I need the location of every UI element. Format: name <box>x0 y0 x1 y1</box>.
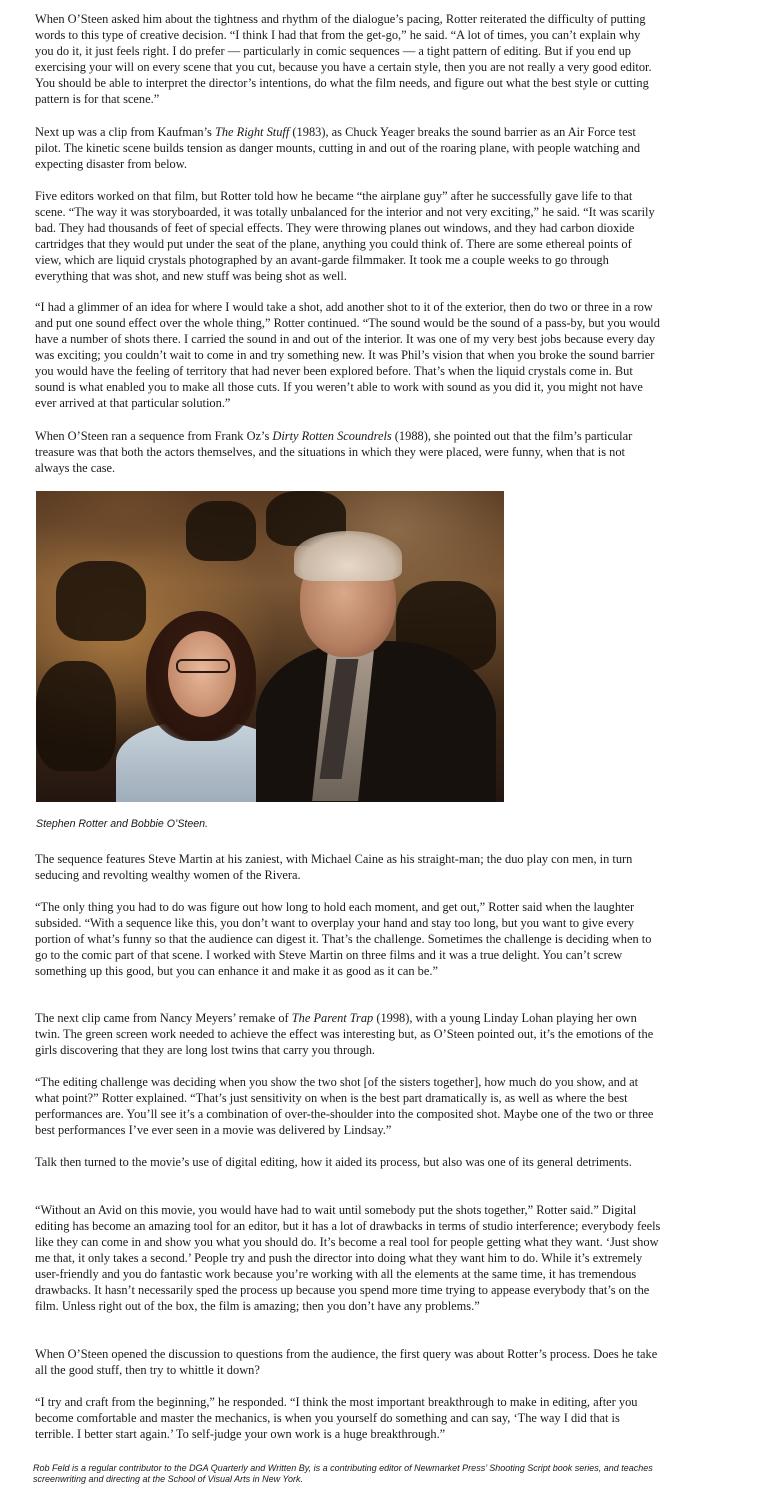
text-span: The next clip came from Nancy Meyers’ remake of <box>35 1011 292 1025</box>
theater-seat <box>186 501 256 561</box>
article-photo <box>36 491 504 802</box>
text-span: (1988), she pointed out that the film’s particular treasure was that both the actors themselves, and the situations in which they were placed, were funny, when that is not always the case. <box>35 429 633 475</box>
paragraph: “I try and craft from the beginning,” he responded. “I think the most important breakthrough to make in editing, after you become comfortable and master the mechanics, is when you yourself do something and can say, ‘The way I did that is terrible. I better start again.’ To self-judge your own work is a huge breakthrough.” <box>35 1395 638 1441</box>
glasses <box>176 659 230 673</box>
paragraph: “The editing challenge was deciding when you show the two shot [of the sisters together], how much do you show, and at what point?” Rotter explained. “That’s just sensitivity on when is the best part dramatically is, as well as where the best performances are. You’ll see it’s a combination of over-the-shoulder into the composited shot. Maybe one of the two or three best performances I’ve ever seen in a movie was delivered by Lindsay.” <box>35 1075 654 1137</box>
text-span: (1998), with a young Linday Lohan playing her own twin. The green screen work needed to achieve the effect was interesting but, as O’Steen pointed out, it’s the emotions of the girls discovering that they are long lost twins that carry you through. <box>35 1011 654 1057</box>
film-title: Dirty Rotten Scoundrels <box>272 429 392 443</box>
paragraph: The sequence features Steve Martin at his zaniest, with Michael Caine as his straight-man; the duo play con men, in turn seducing and revolting wealthy women of the Rivera. <box>35 852 633 882</box>
paragraph: “The only thing you had to do was figure out how long to hold each moment, and get out,” Rotter said when the laughter subsided. “With a sequence like this, you don’t want to overplay your hand and stay too long, but you want to give every portion of what’s funny so that the audience can digest it. That’s the challenge. Sometimes the challenge is deciding when to go to the comic part of that scene. I worked with Steve Martin on three films and it was a true delight. You can’t screw something up this good, but you can enhance it and make it as good as it can be.” <box>35 900 652 978</box>
photo-caption: Stephen Rotter and Bobbie O’Steen. <box>36 818 208 830</box>
film-title: The Right Stuff <box>214 125 290 139</box>
theater-seat <box>56 561 146 641</box>
paragraph: “I had a glimmer of an idea for where I would take a shot, add another shot to it of the exterior, then do two or three in a row and put one sound effect over the whole thing,” Rotter continued. “The sound would be the sound of a pass-by, but you would have a number of shots there. I carried the sound in and out of the interior. It was one of my very best jobs because every day was exciting; you couldn’t wait to come in and try something new. It was Phil’s vision that when you broke the sound barrier you would have the feeling of territory that had never been explored before. That’s when the liquid crystals come in. But sound is what enabled you to make all those cuts. If you weren’t able to work with sound as you did it, you might not have ever arrived at that particular solution.” <box>35 300 660 410</box>
text-span: (1983), as Chuck Yeager breaks the sound barrier as an Air Force test pilot. The kinetic scene builds tension as danger mounts, cutting in and out of the roaring plane, with people watching and expecting disaster from below. <box>35 125 641 171</box>
person-man-hair <box>294 531 402 581</box>
paragraph <box>35 1010 661 1058</box>
paragraph: Talk then turned to the movie’s use of digital editing, how it aided its process, but also was one of its general detriments. <box>35 1155 632 1169</box>
film-title: The Parent Trap <box>291 1011 374 1025</box>
author-bio: Rob Feld is a regular contributor to the DGA Quarterly and Written By, is a contributing editor of Newmarket Press’ Shooting Script book series, and teaches screenwriting and directing at the School of Visual Arts in New York. <box>33 1463 653 1484</box>
paragraph: When O’Steen asked him about the tightness and rhythm of the dialogue’s pacing, Rotter reiterated the difficulty of putting words to this type of creative decision. “I think I had that from the get-go,” he said. “A lot of times, you can’t explain why you do it, it just feels right. I do prefer — particularly in comic sequences — a tight pattern of editing. But if you end up exercising your will on every scene that you cut, because you have a certain style, then you are not really a very good editor. You should be able to interpret the director’s intentions, do what the film needs, and figure out what the best style or cutting pattern is for that scene.” <box>35 12 652 106</box>
paragraph: “Without an Avid on this movie, you would have had to wait until somebody put the shots together,” Rotter said.” Digital editing has become an amazing tool for an editor, but it has a lot of drawbacks in terms of studio interference; everybody feels like they can come in and show you what you should do. It’s become a real tool for people getting what they want. ‘Just show me that, it only takes a second.’ People try and push the director into doing what they want him to do. While it’s extremely user-friendly and you do fantastic work because you’re working with all the elements at the same time, it has tremendous drawbacks. It hasn’t necessarily sped the process up because you spend more time trying to appease everybody that’s on the film. Unless right out of the box, the film is amazing; then you don’t have any problems.” <box>35 1203 661 1313</box>
text-span: Next up was a clip from Kaufman’s <box>35 125 215 139</box>
person-woman-face <box>168 631 236 717</box>
text-span: When O’Steen ran a sequence from Frank Oz’s <box>35 429 273 443</box>
paragraph: Five editors worked on that film, but Rotter told how he became “the airplane guy” after he successfully gave life to that scene. “The way it was storyboarded, it was totally unbalanced for the interior and not very exciting,” he said. “It was scarily bad. They had thousands of feet of special effects. They were throwing planes out windows, and they had carbon dioxide cartridges that they would put under the seat of the plane, anything you could think of. There are some ethereal points of view, which are liquid crystals photographed by an avant-garde filmmaker. It took me a couple weeks to go through everything that was shot, and new stuff was being shot as well. <box>35 189 655 283</box>
person-man-body <box>256 641 496 802</box>
paragraph <box>35 428 661 476</box>
theater-seat <box>36 661 116 771</box>
paragraph <box>35 124 661 172</box>
paragraph: When O’Steen opened the discussion to questions from the audience, the first query was about Rotter’s process. Does he take all the good stuff, then try to whittle it down? <box>35 1347 658 1377</box>
